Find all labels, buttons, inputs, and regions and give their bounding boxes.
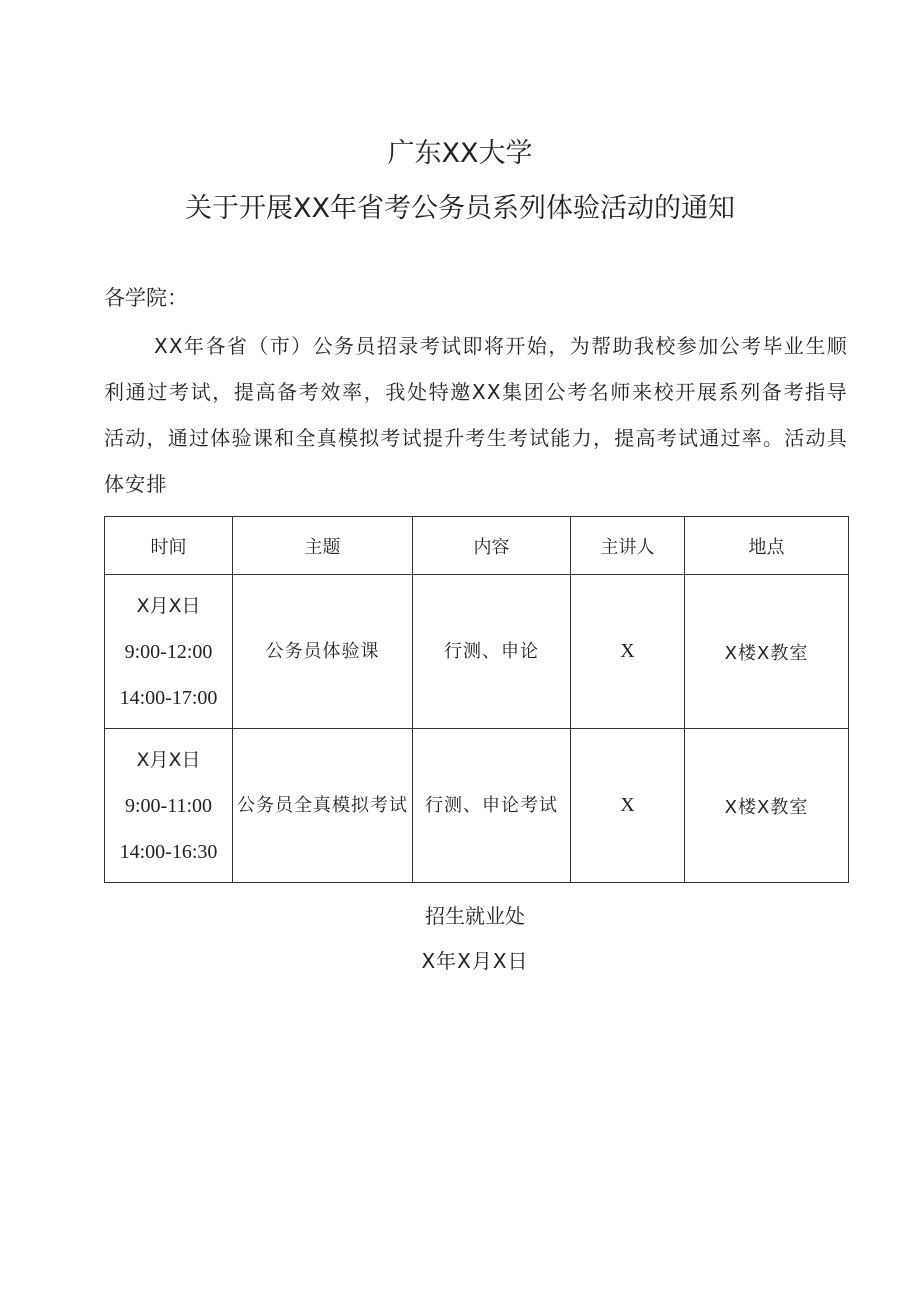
table-row <box>105 575 849 729</box>
speaker-cell: X <box>571 729 685 883</box>
location-cell: X楼X教室 <box>685 729 849 883</box>
document-title-university: 广东XX大学 <box>387 138 533 169</box>
time-cell <box>105 729 233 883</box>
header-speaker: 主讲人 <box>571 517 685 575</box>
topic-cell: 公务员体验课 <box>233 575 413 729</box>
body-paragraph: XX年各省（市）公务员招录考试即将开始，为帮助我校参加公考毕业生顺利通过考试，提高备考效率，我处特邀XX集团公考名师来校开展系列备考指导活动，通过体验课和全真模拟考试提升考生考试能力，提高考试通过率。活动具体安排 <box>104 334 848 496</box>
content-cell: 行测、申论 <box>413 575 571 729</box>
topic-cell: 公务员全真模拟考试 <box>233 729 413 883</box>
table-row <box>105 729 849 883</box>
time-slot-morning: 9:00-11:00 <box>124 794 213 817</box>
location-cell: X楼X教室 <box>685 575 849 729</box>
salutation: 各学院： <box>104 286 188 310</box>
document-title-notice: 关于开展XX年省考公务员系列体验活动的通知 <box>185 193 735 224</box>
time-date: X月X日 <box>136 748 201 771</box>
header-content: 内容 <box>413 517 571 575</box>
speaker-cell: X <box>571 575 685 729</box>
time-slot-afternoon: 14:00-16:30 <box>119 840 218 863</box>
time-cell <box>105 575 233 729</box>
signature-organization: 招生就业处 <box>425 904 525 928</box>
header-time: 时间 <box>105 517 233 575</box>
time-slot-morning: 9:00-12:00 <box>124 640 213 663</box>
signature-date: X年X月X日 <box>421 949 529 973</box>
header-location: 地点 <box>685 517 849 575</box>
time-date: X月X日 <box>136 594 201 617</box>
table-header-row <box>105 517 849 575</box>
content-cell: 行测、申论考试 <box>413 729 571 883</box>
header-topic: 主题 <box>233 517 413 575</box>
time-slot-afternoon: 14:00-17:00 <box>119 686 218 709</box>
schedule-table <box>104 516 849 883</box>
